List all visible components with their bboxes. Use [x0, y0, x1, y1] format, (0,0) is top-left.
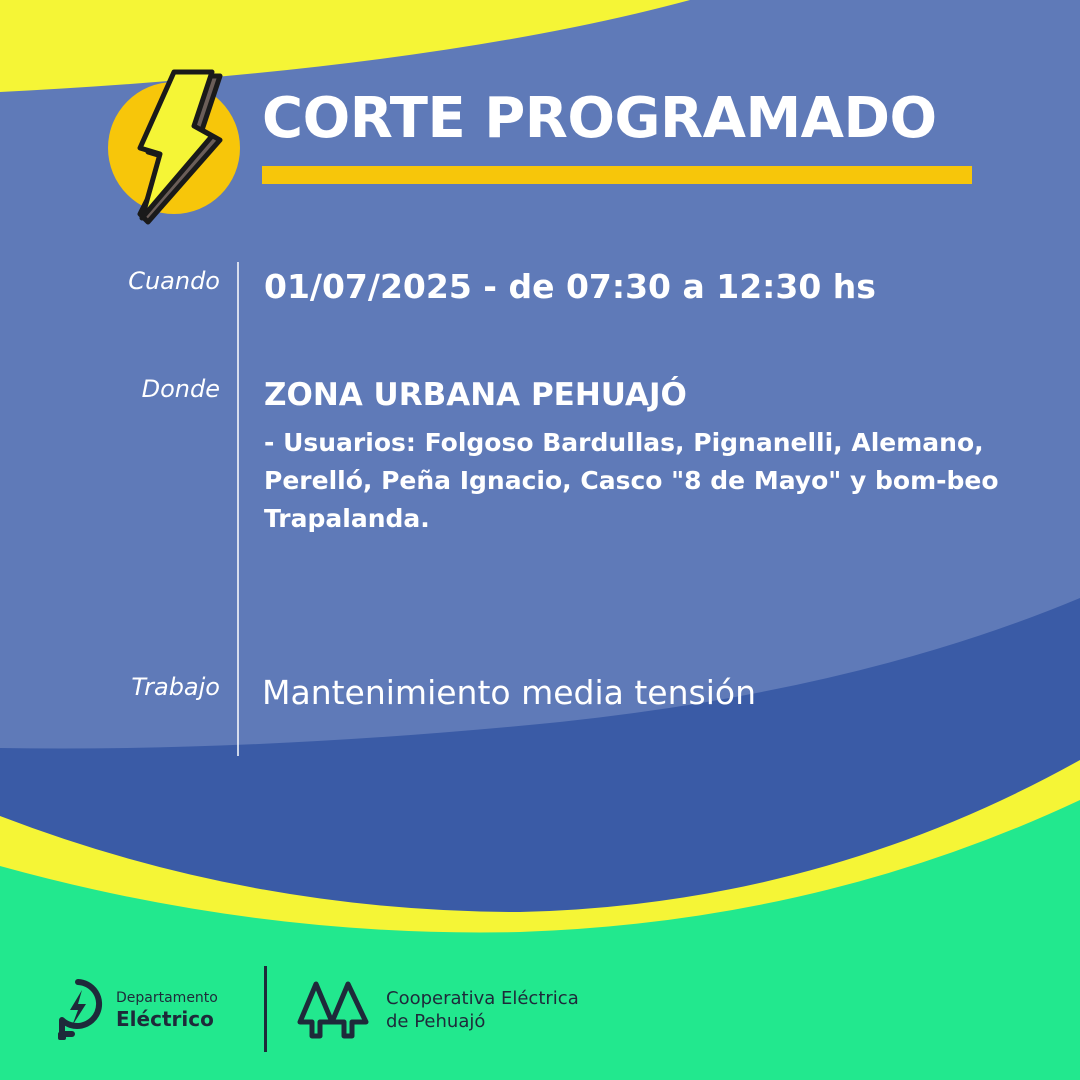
footer-separator — [264, 966, 267, 1052]
work-label: Trabajo — [131, 673, 220, 701]
page-title: CORTE PROGRAMADO — [262, 86, 937, 151]
where-label: Donde — [141, 375, 220, 403]
title-underline — [262, 166, 972, 184]
work-value: Mantenimiento media tensión — [262, 673, 756, 712]
pine-trees-icon — [296, 980, 372, 1042]
cooperative-name-line2: de Pehuajó — [386, 1011, 486, 1032]
plug-bolt-icon — [50, 976, 106, 1046]
when-value: 01/07/2025 - de 07:30 a 12:30 hs — [264, 267, 876, 306]
when-label: Cuando — [128, 267, 220, 295]
vertical-divider — [237, 262, 239, 756]
department-label-small: Departamento — [116, 990, 218, 1006]
where-title: ZONA URBANA PEHUAJÓ — [264, 377, 687, 413]
cooperative-name-line1: Cooperativa Eléctrica — [386, 988, 579, 1009]
department-label-big: Eléctrico — [116, 1007, 214, 1031]
lightning-bolt-icon — [104, 68, 244, 228]
where-detail: - Usuarios: Folgoso Bardullas, Pignanelli, Alemano, Perelló, Peña Ignacio, Casco "8 de Mayo" y bom-beo Trapalanda. — [264, 428, 999, 533]
department-logo — [50, 976, 250, 1046]
